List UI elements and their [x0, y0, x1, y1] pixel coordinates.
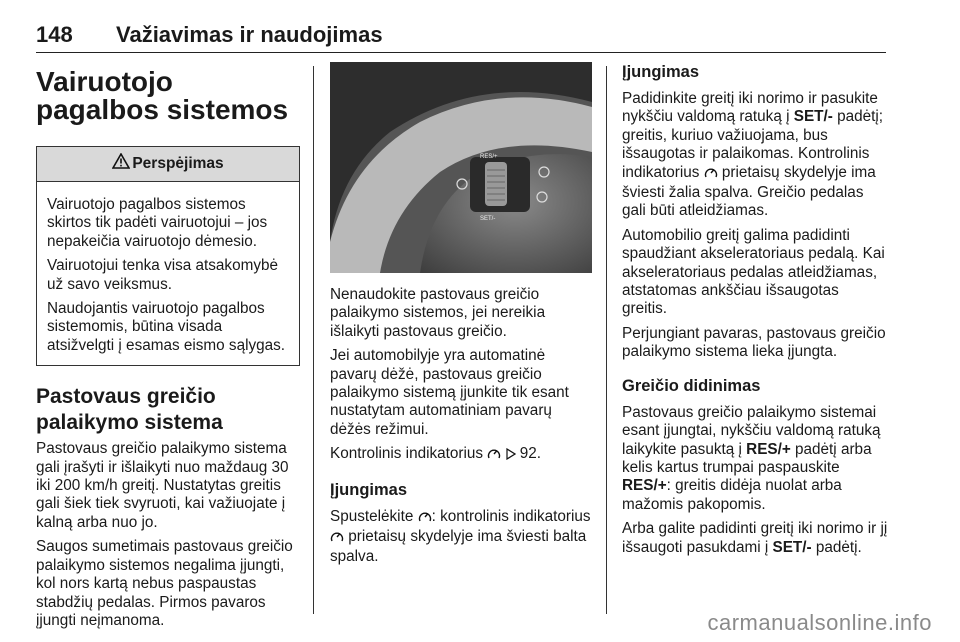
- cruise-control-icon: [418, 510, 432, 528]
- paragraph: Arba galite padidinti greitį iki norimo ir jį išsaugoti pasukdami į SET/- padėtį.: [622, 520, 888, 556]
- section-title: Važiavimas ir naudojimas: [116, 22, 383, 47]
- warning-heading: Perspėjimas: [132, 154, 224, 172]
- cruise-control-icon: [487, 447, 501, 465]
- warning-header: [37, 147, 299, 182]
- paragraph: Jei automobilyje yra automatinė pavarų dėžė, pastovaus greičio palaikymo sistemą įjunkite tik esant nustatytam automatiniam pavarų dėžės režimui.: [330, 347, 569, 438]
- paragraph: Spustelėkite : kontrolinis indikatorius prietaisų skydelyje ima šviesti balta spalva.: [330, 507, 591, 566]
- subheading: Greičio didinimas: [622, 376, 761, 395]
- column-3: [622, 62, 888, 563]
- set-label: SET/-: [480, 216, 496, 222]
- main-title: Vairuotojo pagalbos sistemos: [36, 66, 289, 125]
- paragraph: Saugos sumetimais pastovaus greičio palaikymo sistemos negalima įjungti, kol nors kartą nebus paspaustas stabdžių pedalas. Pirmos pavaros įjungti neįmanoma.: [36, 538, 293, 629]
- paragraph: Pastovaus greičio palaikymo sistemai esant įjungtai, nykščiu valdomą ratuką laikykite pasuktą į RES/+ padėtį arba kelis kartus trumpai paspauskite RES/+: greitis didėja nuolat arba mažomis pakopomis.: [622, 403, 881, 513]
- section-heading: Pastovaus greičio palaikymo sistema: [36, 385, 223, 435]
- res-label: RES/+: [480, 154, 498, 160]
- watermark: carmanualsonline.info: [707, 610, 932, 635]
- warning-text: Vairuotojo pagalbos sistemos skirtos tik padėti vairuotojui – jos nepakeičia vairuotojo dėmesio.: [47, 196, 268, 250]
- subheading: Įjungimas: [330, 480, 408, 499]
- reference-arrow-icon: [506, 447, 516, 465]
- paragraph: Nenaudokite pastovaus greičio palaikymo sistemos, jei nereikia išlaikyti pastovaus greičio.: [330, 286, 546, 340]
- paragraph: Automobilio greitį galima padidinti spaudžiant akseleratoriaus pedalą. Kai akseleratoriaus pedalas atleidžiamas, atstatomas ankščiau išsaugotas greitis.: [622, 226, 885, 318]
- paragraph: Kontrolinis indikatorius 92.: [330, 445, 592, 465]
- paragraph: Pastovaus greičio palaikymo sistema gali įrašyti ir išlaikyti nuo maždaug 30 iki 200 km/h greitį. Nustatytas greitis gali šiek tiek svyruoti, kai važiuojate į kalną arba nuo jo.: [36, 440, 289, 531]
- warning-box: [36, 146, 300, 366]
- page-number: 148: [36, 22, 73, 47]
- page-header: [36, 18, 886, 53]
- cruise-control-icon: [330, 530, 344, 548]
- column-2: [330, 62, 592, 573]
- cruise-control-icon: [704, 166, 718, 184]
- warning-text: Naudojantis vairuotojo pagalbos sistemomis, būtina visada atsižvelgti į esamas eismo sąlygas.: [47, 300, 286, 354]
- warning-triangle-icon: [112, 153, 132, 174]
- subheading: Įjungimas: [622, 63, 700, 81]
- paragraph: Padidinkite greitį iki norimo ir pasukite nykščiu valdomą ratuką į SET/- padėtį; greitis, kuriuo važiuojama, bus išsaugotas ir palaikomas. Kontrolinis indikatorius prietaisų skydelyje ima šviesti žalia spalva. Greičio pedalas gali būti atleidžiamas.: [622, 90, 884, 220]
- warning-text: Vairuotojui tenka visa atsakomybė už savo veiksmus.: [47, 257, 278, 293]
- steering-wheel-photo: [330, 62, 592, 273]
- column-divider: [313, 66, 314, 614]
- column-1: [36, 62, 300, 636]
- paragraph: Perjungiant pavaras, pastovaus greičio palaikymo sistema lieka įjungta.: [622, 324, 886, 361]
- column-divider: [606, 66, 607, 614]
